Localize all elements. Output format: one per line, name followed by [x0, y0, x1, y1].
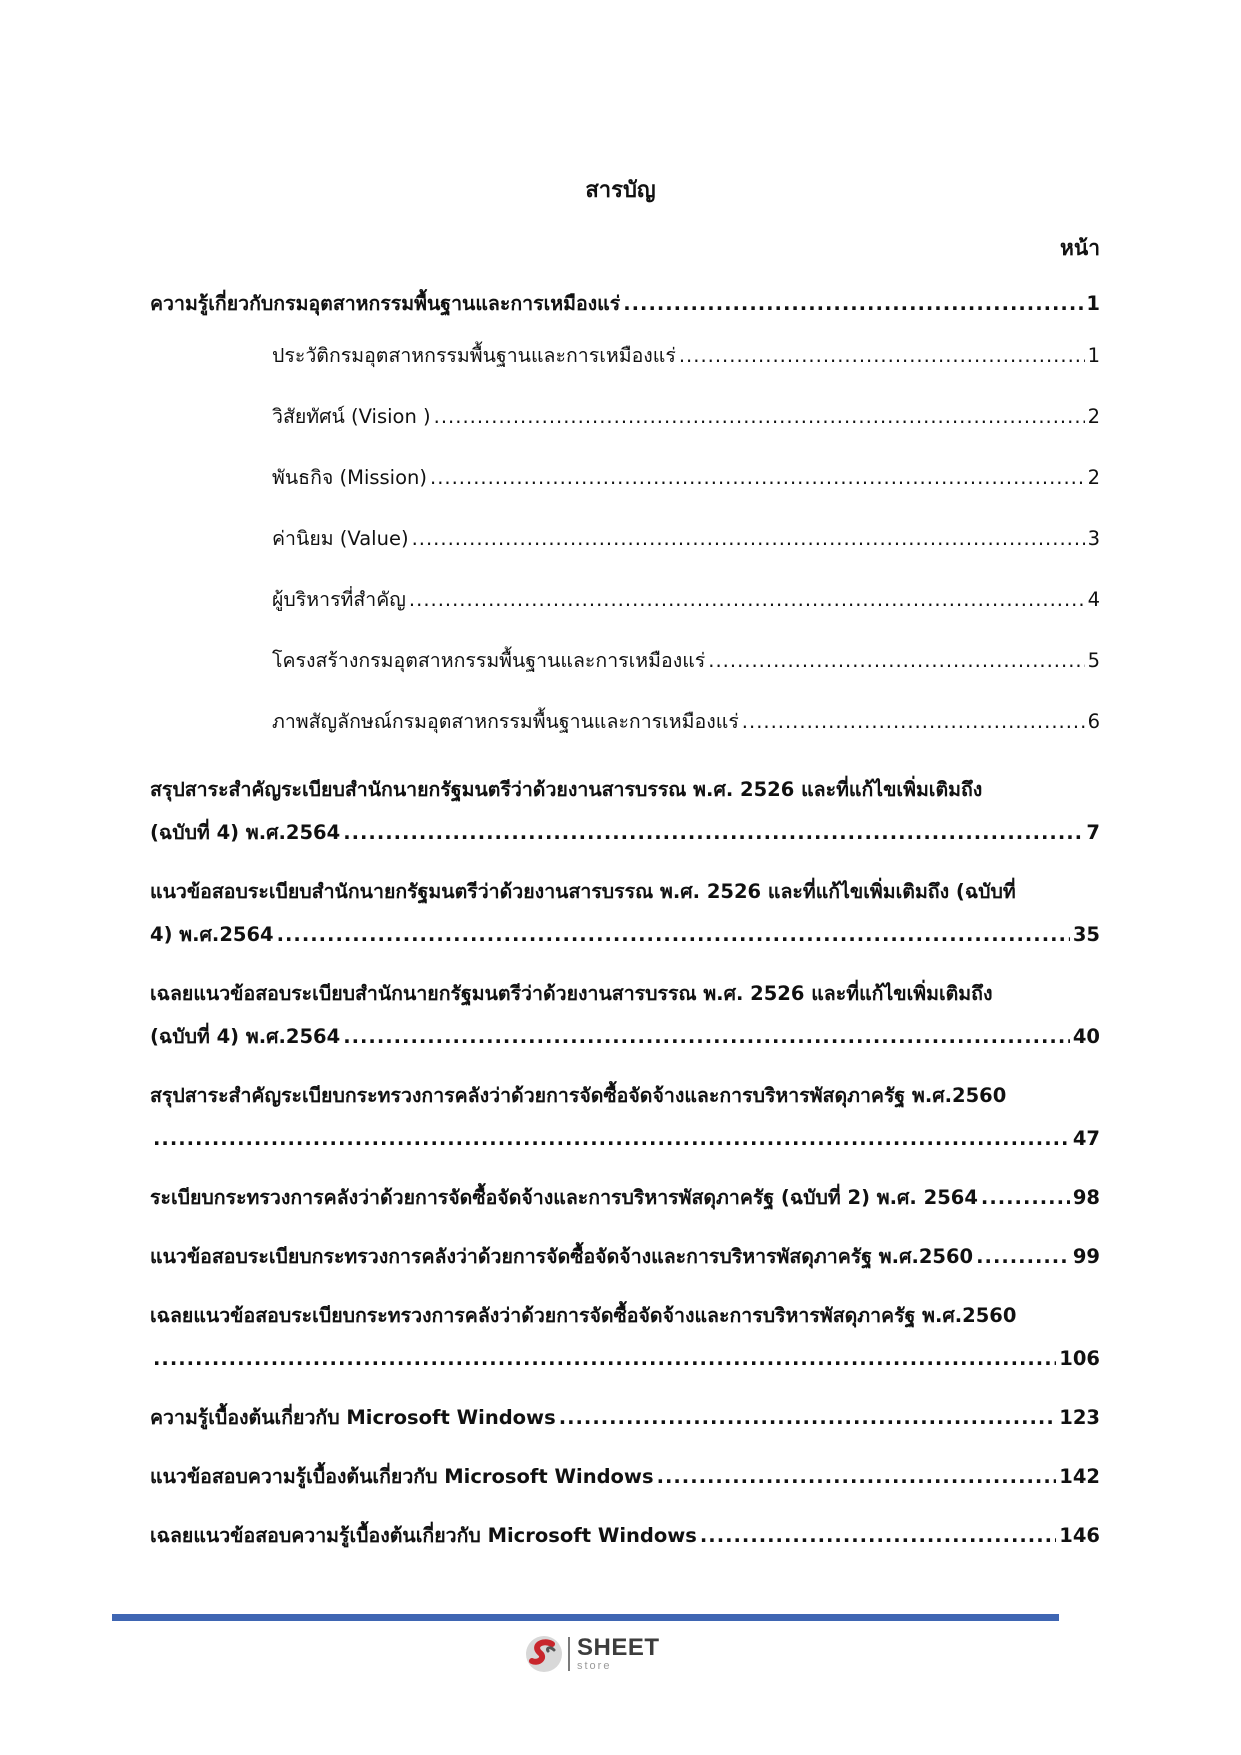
page-column-header: หน้า — [1060, 236, 1100, 260]
toc-page-number: 106 — [1059, 1347, 1100, 1370]
toc-entry-text: เฉลยแนวข้อสอบความรู้เบื้องต้นเกี่ยวกับ Microsoft Windows — [150, 1524, 697, 1547]
toc-leader-line — [272, 447, 1100, 508]
dot-leader — [981, 1176, 1070, 1219]
toc-leader-line — [272, 630, 1100, 691]
toc-page-number: 5 — [1087, 649, 1100, 672]
dot-leader — [708, 630, 1084, 691]
toc-entry-text: 4) พ.ศ.2564 — [150, 923, 274, 946]
toc-page-number: 2 — [1087, 405, 1100, 428]
toc-entry[interactable] — [150, 1396, 1100, 1439]
toc-entry[interactable] — [150, 1294, 1100, 1380]
toc-entry[interactable] — [150, 1455, 1100, 1498]
toc-entry-text: พันธกิจ (Mission) — [272, 466, 428, 489]
footer-rule — [112, 1614, 1059, 1621]
toc-entry[interactable] — [150, 282, 1100, 325]
toc-page-number: 98 — [1072, 1186, 1100, 1209]
dot-leader — [343, 811, 1083, 854]
toc-subentry[interactable] — [150, 630, 1100, 691]
toc-entry-text: แนวข้อสอบระเบียบกระทรวงการคลังว่าด้วยการจัดซื้อจัดจ้างและการบริหารพัสดุภาครัฐ พ.ศ.2560 — [150, 1245, 974, 1268]
toc-entry[interactable] — [150, 1074, 1100, 1160]
toc-entry-text: เฉลยแนวข้อสอบระเบียบสำนักนายกรัฐมนตรีว่าด้วยงานสารบรรณ พ.ศ. 2526 และที่แก้ไขเพิ่มเติมถึง — [150, 982, 993, 1005]
sheet-store-s-icon — [524, 1634, 564, 1674]
toc-leader-line — [150, 1235, 1100, 1278]
toc-leader-line — [150, 1176, 1100, 1219]
toc-page-number: 2 — [1087, 466, 1100, 489]
toc-page-number: 99 — [1072, 1245, 1100, 1268]
toc-leader-line — [150, 913, 1100, 956]
toc-leader-line — [150, 1514, 1100, 1557]
toc-page-number: 1 — [1086, 292, 1100, 315]
toc-leader-line — [272, 325, 1100, 386]
toc-entry[interactable] — [150, 768, 1100, 854]
toc-entry[interactable] — [150, 972, 1100, 1058]
dot-leader — [700, 1514, 1056, 1557]
dot-leader — [343, 1015, 1070, 1058]
toc-entry[interactable] — [150, 870, 1100, 956]
toc-subentry[interactable] — [150, 508, 1100, 569]
toc-entry-text: ความรู้เบื้องต้นเกี่ยวกับ Microsoft Windows — [150, 1406, 556, 1429]
toc-entry-text: ผู้บริหารที่สำคัญ — [272, 588, 406, 611]
toc-entry-text: สรุปสาระสำคัญระเบียบสำนักนายกรัฐมนตรีว่าด้วยงานสารบรรณ พ.ศ. 2526 และที่แก้ไขเพิ่มเติมถึง — [150, 778, 983, 801]
toc-leader-line — [150, 1337, 1100, 1380]
dot-leader — [153, 1117, 1070, 1160]
toc-page-number: 3 — [1087, 527, 1100, 550]
toc-page-number: 47 — [1072, 1127, 1100, 1150]
toc-leader-line — [150, 1455, 1100, 1498]
dot-leader — [434, 386, 1085, 447]
dot-leader — [657, 1455, 1057, 1498]
dot-leader — [559, 1396, 1057, 1439]
dot-leader — [623, 282, 1083, 325]
sheet-store-logo — [524, 1632, 660, 1676]
toc-page-number: 4 — [1087, 588, 1100, 611]
toc-entry-text: (ฉบับที่ 4) พ.ศ.2564 — [150, 821, 341, 844]
toc-page-number: 146 — [1059, 1524, 1100, 1547]
toc-entry-text: ค่านิยม (Value) — [272, 527, 409, 550]
toc-entry-text: ภาพสัญลักษณ์กรมอุตสาหกรรมพื้นฐานและการเหมืองแร่ — [272, 710, 739, 733]
toc-entry-text: ระเบียบกระทรวงการคลังว่าด้วยการจัดซื้อจัดจ้างและการบริหารพัสดุภาครัฐ (ฉบับที่ 2) พ.ศ. 2564 — [150, 1186, 978, 1209]
toc-page-number: 35 — [1072, 923, 1100, 946]
dot-leader — [409, 569, 1085, 630]
toc-entry-text: (ฉบับที่ 4) พ.ศ.2564 — [150, 1025, 341, 1048]
dot-leader — [742, 691, 1085, 752]
toc-leader-line — [150, 1396, 1100, 1439]
toc-page-number: 1 — [1087, 344, 1100, 367]
toc-title: สารบัญ — [585, 178, 656, 203]
logo-main-text: SHEET — [577, 1634, 660, 1661]
toc-entry-text: แนวข้อสอบความรู้เบื้องต้นเกี่ยวกับ Microsoft Windows — [150, 1465, 654, 1488]
logo-text — [577, 1636, 660, 1672]
toc-subentry[interactable] — [150, 386, 1100, 447]
toc-entry-text: เฉลยแนวข้อสอบระเบียบกระทรวงการคลังว่าด้วยการจัดซื้อจัดจ้างและการบริหารพัสดุภาครัฐ พ.ศ.2560 — [150, 1304, 1017, 1327]
toc-entry-text: แนวข้อสอบระเบียบสำนักนายกรัฐมนตรีว่าด้วยงานสารบรรณ พ.ศ. 2526 และที่แก้ไขเพิ่มเติมถึง (ฉบับที่ — [150, 880, 1016, 903]
table-of-contents — [150, 282, 1100, 1557]
toc-subentry[interactable] — [150, 569, 1100, 630]
toc-entry[interactable] — [150, 1176, 1100, 1219]
toc-entry-text: วิสัยทัศน์ (Vision ) — [272, 405, 431, 428]
toc-subentry[interactable] — [150, 325, 1100, 386]
dot-leader — [679, 325, 1085, 386]
toc-page-number: 6 — [1087, 710, 1100, 733]
dot-leader — [976, 1235, 1070, 1278]
logo-sub-text: store — [577, 1660, 612, 1672]
toc-subentry[interactable] — [150, 447, 1100, 508]
toc-entry-text: สรุปสาระสำคัญระเบียบกระทรวงการคลังว่าด้วยการจัดซื้อจัดจ้างและการบริหารพัสดุภาครัฐ พ.ศ.2560 — [150, 1084, 1007, 1107]
toc-leader-line — [150, 1117, 1100, 1160]
logo-separator — [568, 1637, 570, 1671]
dot-leader — [412, 508, 1085, 569]
dot-leader — [430, 447, 1085, 508]
toc-page-number: 7 — [1086, 821, 1100, 844]
dot-leader — [277, 913, 1070, 956]
toc-entry-text: ความรู้เกี่ยวกับกรมอุตสาหกรรมพื้นฐานและการเหมืองแร่ — [150, 292, 621, 315]
toc-leader-line — [150, 811, 1100, 854]
toc-leader-line — [272, 569, 1100, 630]
toc-entry[interactable] — [150, 1514, 1100, 1557]
toc-page-number: 123 — [1059, 1406, 1100, 1429]
toc-leader-line — [150, 1015, 1100, 1058]
toc-leader-line — [150, 282, 1100, 325]
toc-entry-text: ประวัติกรมอุตสาหกรรมพื้นฐานและการเหมืองแร่ — [272, 344, 676, 367]
toc-page-number: 40 — [1072, 1025, 1100, 1048]
toc-leader-line — [272, 508, 1100, 569]
toc-entry-text: โครงสร้างกรมอุตสาหกรรมพื้นฐานและการเหมืองแร่ — [272, 649, 706, 672]
toc-leader-line — [272, 691, 1100, 752]
toc-page-number: 142 — [1059, 1465, 1100, 1488]
toc-subentry[interactable] — [150, 691, 1100, 752]
toc-entry[interactable] — [150, 1235, 1100, 1278]
dot-leader — [153, 1337, 1056, 1380]
toc-leader-line — [272, 386, 1100, 447]
